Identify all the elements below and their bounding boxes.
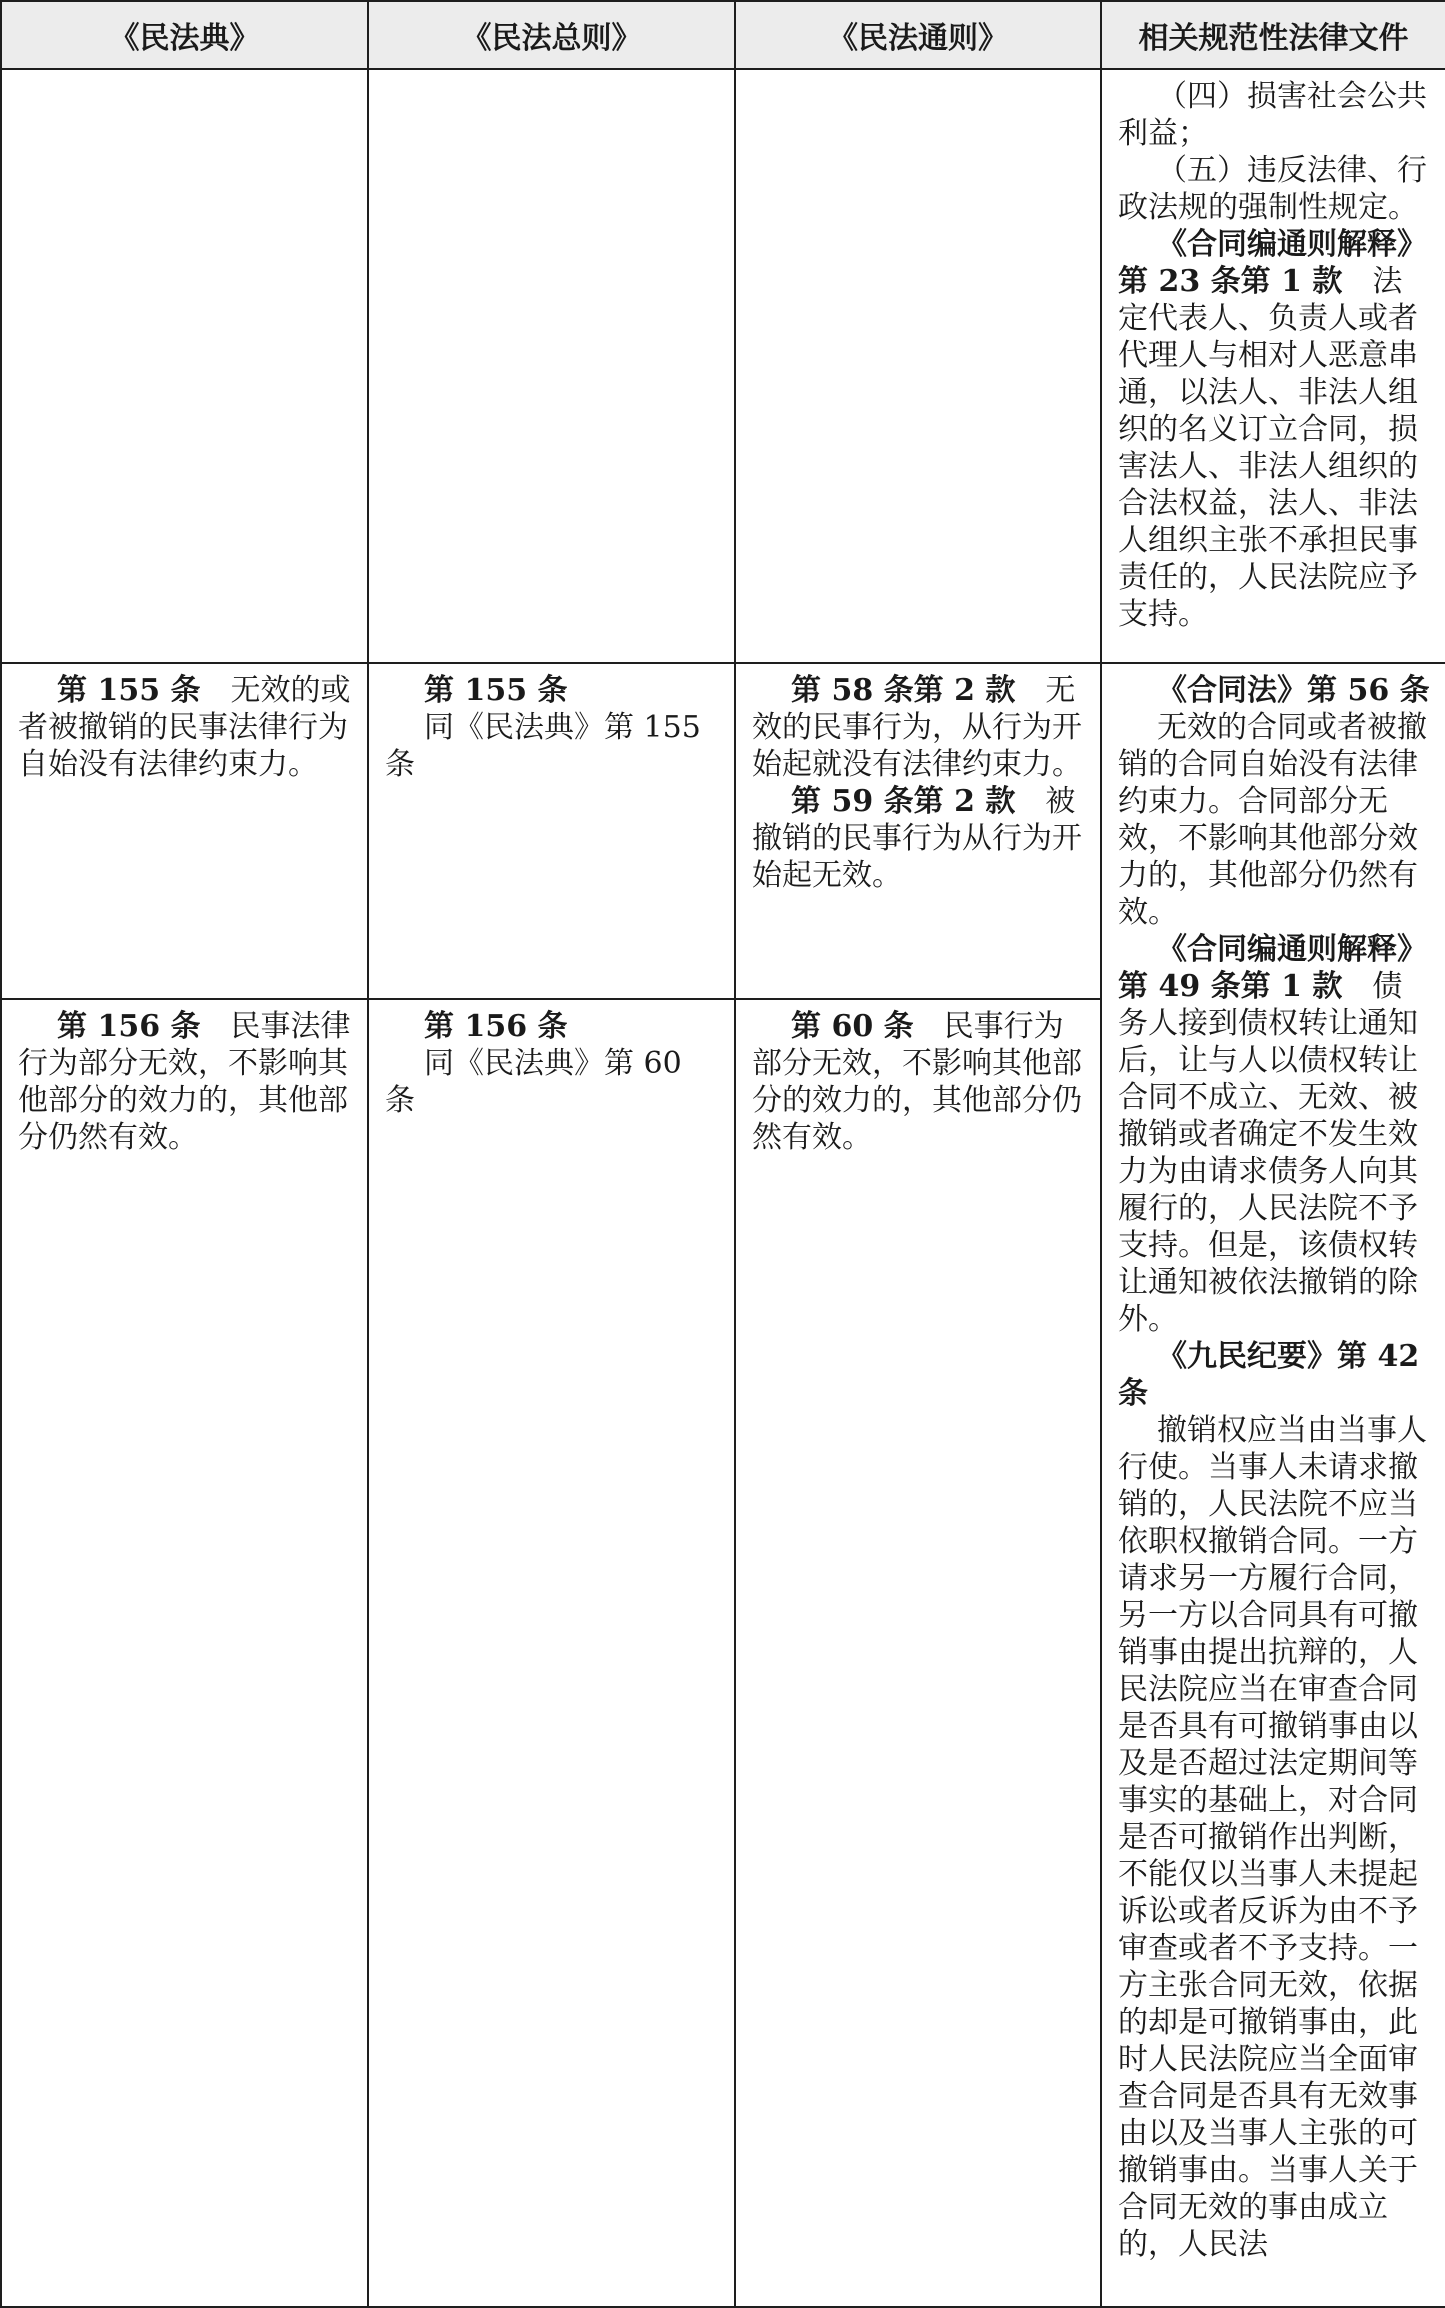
doc-title: 《合同编通则解释》 xyxy=(1157,932,1427,967)
row2-general-principles-cell xyxy=(735,663,1101,999)
article-text: 民事行为部分无效，不影响其他部分的效力的，其他部分仍然有效。 xyxy=(752,1009,1082,1155)
table-row xyxy=(1,663,1445,999)
article-text: 无效的合同或者被撤销的合同自始没有法律约束力。合同部分无效，不影响其他部分效力的，其他部分仍然有效。 xyxy=(1118,710,1427,930)
header-general-principles: 《民法通则》 xyxy=(735,1,1101,69)
clause-four: （四）损害社会公共利益； xyxy=(1118,79,1427,151)
row1-general-principles-cell xyxy=(735,69,1101,663)
article-ref: 第 23 条第 1 款 xyxy=(1118,264,1343,299)
header-related-documents: 相关规范性法律文件 xyxy=(1101,1,1445,69)
article-text: 同《民法典》第 155 条 xyxy=(385,710,701,782)
doc-title: 《合同法》第 56 条 xyxy=(1157,673,1430,708)
article-text: 债务人接到债权转让通知后，让与人以债权转让合同不成立、无效、被撤销或者确定不发生效力为由请求债务人向其履行的，人民法院不予支持。但是，该债权转让通知被依法撤销的除外。 xyxy=(1118,969,1418,1337)
article-ref: 第 156 条 xyxy=(424,1009,568,1044)
table-row xyxy=(1,69,1445,663)
row1-general-provisions-cell xyxy=(368,69,735,663)
clause-five: （五）违反法律、行政法规的强制性规定。 xyxy=(1118,153,1427,225)
row3-general-provisions-cell xyxy=(368,999,735,2307)
article-ref: 第 60 条 xyxy=(791,1009,914,1044)
merged-related-documents-cell xyxy=(1101,663,1445,2307)
row1-related-documents-cell xyxy=(1101,69,1445,663)
article-text: 民事法律行为部分无效，不影响其他部分的效力的，其他部分仍然有效。 xyxy=(18,1009,351,1155)
article-text: 同《民法典》第 60 条 xyxy=(385,1046,682,1118)
article-ref: 第 49 条第 1 款 xyxy=(1118,969,1343,1004)
row3-civil-code-cell xyxy=(1,999,368,2307)
article-ref: 第 155 条 xyxy=(57,673,201,708)
article-text: 被撤销的民事行为从行为开始起无效。 xyxy=(752,784,1082,893)
article-text: 无效的民事行为，从行为开始起就没有法律约束力。 xyxy=(752,673,1082,782)
row1-civil-code-cell xyxy=(1,69,368,663)
article-ref: 第 59 条第 2 款 xyxy=(791,784,1016,819)
article-text: 无效的或者被撤销的民事法律行为自始没有法律约束力。 xyxy=(18,673,351,782)
doc-title: 《合同编通则解释》 xyxy=(1157,227,1427,262)
article-ref: 第 156 条 xyxy=(57,1009,201,1044)
row3-general-principles-cell xyxy=(735,999,1101,2307)
header-row xyxy=(1,1,1445,69)
article-text: 法定代表人、负责人或者代理人与相对人恶意串通，以法人、非法人组织的名义订立合同，损害法人、非法人组织的合法权益，法人、非法人组织主张不承担民事责任的，人民法院应予支持。 xyxy=(1118,264,1418,632)
doc-title: 《九民纪要》第 42 条 xyxy=(1118,1339,1420,1411)
header-civil-code: 《民法典》 xyxy=(1,1,368,69)
row2-civil-code-cell xyxy=(1,663,368,999)
header-general-provisions: 《民法总则》 xyxy=(368,1,735,69)
article-text: 撤销权应当由当事人行使。当事人未请求撤销的，人民法院不应当依职权撤销合同。一方请求另一方履行合同，另一方以合同具有可撤销事由提出抗辩的，人民法院应当在审查合同是否具有可撤销事由以及是否超过法定期间等事实的基础上，对合同是否可撤销作出判断，不能仅以当事人未提起诉讼或者反诉为由不予审查或者不予支持。一方主张合同无效，依据的却是可撤销事由，此时人民法院应当全面审查合同是否具有无效事由以及当事人主张的可撤销事由。当事人关于合同无效的事由成立的，人民法 xyxy=(1118,1413,1427,2262)
article-ref: 第 58 条第 2 款 xyxy=(791,673,1016,708)
row2-general-provisions-cell xyxy=(368,663,735,999)
article-ref: 第 155 条 xyxy=(424,673,568,708)
